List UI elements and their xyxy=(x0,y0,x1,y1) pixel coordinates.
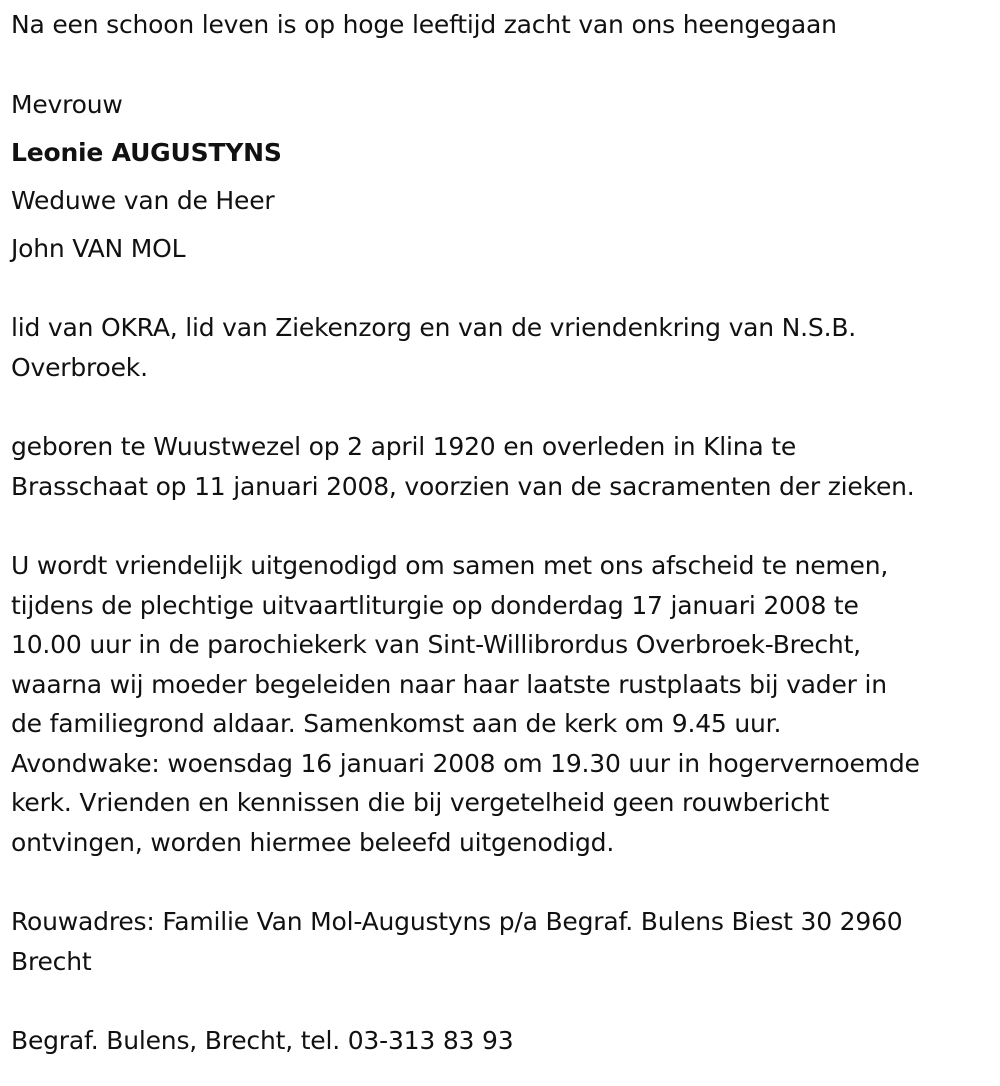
address-line-1: Rouwadres: Familie Van Mol-Augustyns p/a Begraf. Bulens Biest 30 2960 xyxy=(11,907,903,936)
obituary-document xyxy=(11,0,991,1061)
invitation-paragraph xyxy=(11,546,991,862)
memberships-paragraph xyxy=(11,308,991,387)
invitation-line-3: 10.00 uur in de parochiekerk van Sint-Willibrordus Overbroek-Brecht, xyxy=(11,630,861,659)
spouse-name: John VAN MOL xyxy=(11,234,186,263)
invitation-line-6: Avondwake: woensdag 16 januari 2008 om 19.30 uur in hogervernoemde xyxy=(11,748,920,778)
funeral-home-line: Begraf. Bulens, Brecht, tel. 03-313 83 93 xyxy=(11,1026,514,1055)
invitation-line-7: kerk. Vrienden en kennissen die bij vergetelheid geen rouwbericht xyxy=(11,788,830,817)
memberships-line-2: Overbroek. xyxy=(11,352,148,382)
birth-death-line-2: Brasschaat op 11 januari 2008, voorzien van de sacramenten der zieken. xyxy=(11,471,915,501)
invitation-line-1: U wordt vriendelijk uitgenodigd om samen met ons afscheid te nemen, xyxy=(11,551,889,580)
deceased-name xyxy=(11,133,991,173)
invitation-line-5: de familiegrond aldaar. Samenkomst aan de kerk om 9.45 uur. xyxy=(11,709,782,738)
invitation-line-2: tijdens de plechtige uitvaartliturgie op donderdag 17 januari 2008 te xyxy=(11,590,859,620)
invitation-line-8: ontvingen, worden hiermee beleefd uitgenodigd. xyxy=(11,827,615,857)
widow-of-line: Weduwe van de Heer xyxy=(11,186,275,215)
intro-line: Na een schoon leven is op hoge leeftijd zacht van ons heengegaan xyxy=(11,10,837,39)
birth-death-paragraph xyxy=(11,427,991,506)
birth-death-line-1: geboren te Wuustwezel op 2 april 1920 en overleden in Klina te xyxy=(11,432,797,461)
memberships-line-1: lid van OKRA, lid van Ziekenzorg en van de vriendenkring van N.S.B. xyxy=(11,313,857,342)
address-paragraph xyxy=(11,902,991,981)
address-line-2: Brecht xyxy=(11,946,92,976)
salutation: Mevrouw xyxy=(11,90,123,119)
invitation-line-4: waarna wij moeder begeleiden naar haar laatste rustplaats bij vader in xyxy=(11,669,887,699)
deceased-name-text: Leonie AUGUSTYNS xyxy=(11,138,282,167)
